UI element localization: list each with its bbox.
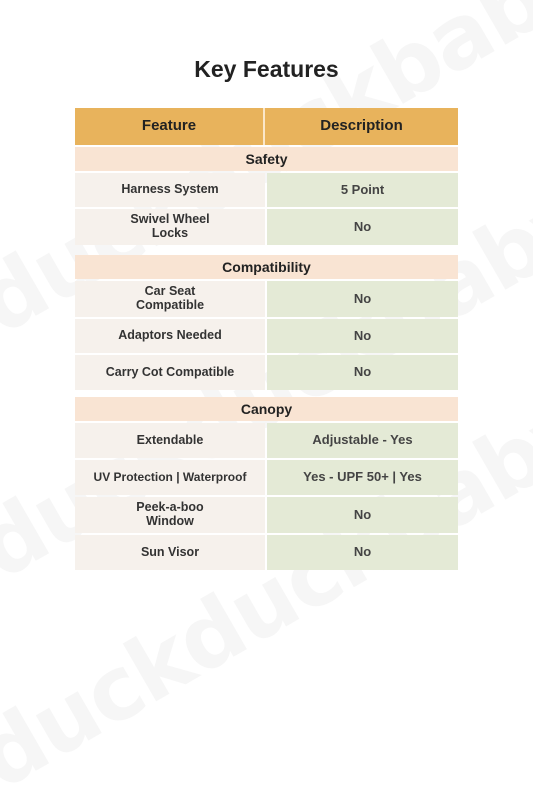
feature-cell: Sun Visor: [75, 535, 265, 570]
description-text: Adjustable - Yes: [312, 432, 413, 448]
description-text: No: [353, 290, 372, 306]
description-text: No: [353, 327, 372, 343]
description-cell: [267, 209, 458, 245]
table-row: [75, 497, 458, 533]
feature-cell: Extendable: [75, 423, 265, 458]
table-row: [75, 460, 458, 495]
table-row: [75, 281, 458, 317]
features-table-header: [75, 108, 458, 145]
table-row: [75, 355, 458, 390]
feature-cell: Carry Cot Compatible: [75, 355, 265, 390]
feature-cell: UV Protection | Waterproof: [75, 460, 265, 495]
description-text: Yes - UPF 50+ | Yes: [303, 469, 422, 485]
description-cell: [267, 535, 458, 570]
column-header-description: Description: [265, 108, 458, 145]
feature-cell: Peek-a-boo Window: [75, 497, 265, 533]
feature-cell: Swivel Wheel Locks: [75, 209, 265, 245]
feature-cell: Adaptors Needed: [75, 319, 265, 353]
section-heading: Compatibility: [75, 255, 458, 279]
section-canopy: [75, 395, 458, 572]
table-header-row: [75, 108, 458, 145]
table-row: [75, 173, 458, 207]
feature-cell: Car Seat Compatible: [75, 281, 265, 317]
table-row: [75, 535, 458, 570]
description-cell: [267, 423, 458, 458]
section-safety: [75, 145, 458, 247]
section-compatibility: [75, 253, 458, 392]
description-text: No: [353, 506, 372, 522]
section-heading: Safety: [75, 147, 458, 171]
section-heading: Canopy: [75, 397, 458, 421]
table-row: [75, 209, 458, 245]
description-text: No: [353, 364, 372, 380]
description-cell: [267, 460, 458, 495]
feature-cell: Harness System: [75, 173, 265, 207]
description-text: No: [353, 218, 372, 234]
table-row: [75, 423, 458, 458]
description-text: 5 Point: [340, 181, 385, 197]
table-row: [75, 319, 458, 353]
description-cell: [267, 355, 458, 390]
description-text: No: [353, 544, 372, 560]
page-title: Key Features: [194, 56, 339, 82]
description-cell: [267, 173, 458, 207]
description-cell: [267, 497, 458, 533]
column-header-feature: Feature: [75, 108, 265, 145]
description-cell: [267, 281, 458, 317]
description-cell: [267, 319, 458, 353]
